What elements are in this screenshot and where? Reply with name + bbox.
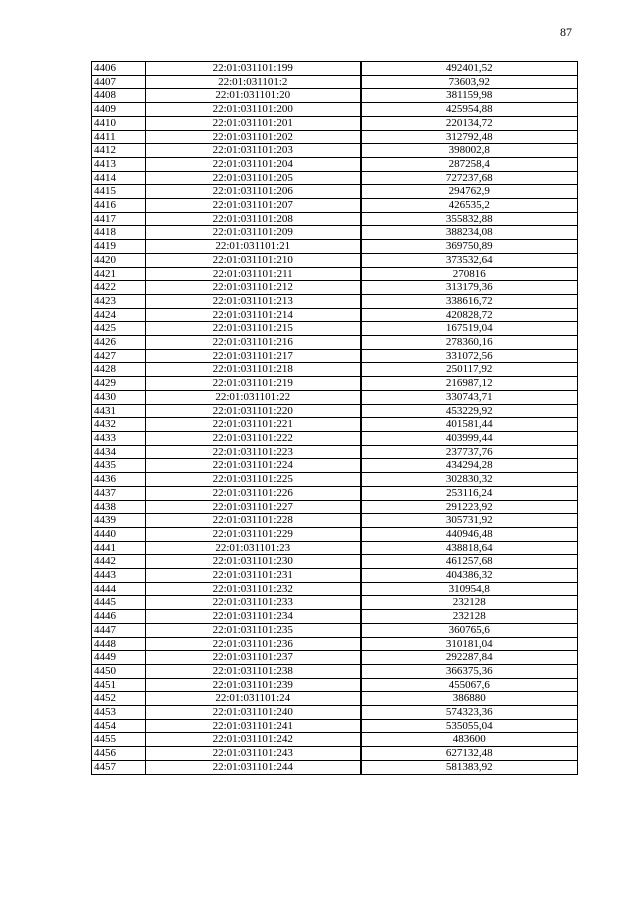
cadastral-number-cell: 22:01:031101:205 [146, 171, 361, 185]
table-row [92, 130, 578, 144]
cadastral-number-cell: 22:01:031101:208 [146, 212, 361, 226]
cadastral-value-cell: 250117,92 [361, 363, 578, 377]
cadastral-value-cell: 386880 [361, 692, 578, 706]
table-row [92, 733, 578, 747]
row-number-cell: 4426 [92, 336, 146, 350]
cadastral-value-cell: 381159,98 [361, 89, 578, 103]
table-row [92, 144, 578, 158]
row-number-cell: 4443 [92, 569, 146, 583]
row-number-cell: 4455 [92, 733, 146, 747]
cadastral-value-cell: 453229,92 [361, 404, 578, 418]
page-number: 87 [560, 25, 572, 39]
row-number-cell: 4412 [92, 144, 146, 158]
table-row [92, 226, 578, 240]
table-row [92, 390, 578, 404]
cadastral-number-cell: 22:01:031101:239 [146, 678, 361, 692]
cadastral-number-cell: 22:01:031101:227 [146, 500, 361, 514]
table-row [92, 610, 578, 624]
cadastral-value-cell: 220134,72 [361, 116, 578, 130]
table-row [92, 527, 578, 541]
cadastral-value-cell: 425954,88 [361, 103, 578, 117]
cadastral-value-cell: 237737,76 [361, 445, 578, 459]
row-number-cell: 4456 [92, 747, 146, 761]
row-number-cell: 4457 [92, 760, 146, 774]
cadastral-value-cell: 294762,9 [361, 185, 578, 199]
cadastral-number-cell: 22:01:031101:244 [146, 760, 361, 774]
row-number-cell: 4419 [92, 240, 146, 254]
table-row [92, 555, 578, 569]
table-row [92, 240, 578, 254]
cadastral-value-cell: 574323,36 [361, 706, 578, 720]
row-number-cell: 4442 [92, 555, 146, 569]
table-row [92, 459, 578, 473]
row-number-cell: 4444 [92, 582, 146, 596]
cadastral-value-cell: 434294,28 [361, 459, 578, 473]
cadastral-number-cell: 22:01:031101:210 [146, 253, 361, 267]
table-row [92, 569, 578, 583]
cadastral-value-cell: 366375,36 [361, 664, 578, 678]
cadastral-number-cell: 22:01:031101:243 [146, 747, 361, 761]
cadastral-value-cell: 627132,48 [361, 747, 578, 761]
cadastral-number-cell: 22:01:031101:216 [146, 336, 361, 350]
cadastral-number-cell: 22:01:031101:204 [146, 157, 361, 171]
cadastral-number-cell: 22:01:031101:206 [146, 185, 361, 199]
cadastral-number-cell: 22:01:031101:221 [146, 418, 361, 432]
cadastral-value-cell: 440946,48 [361, 527, 578, 541]
cadastral-value-cell: 292287,84 [361, 651, 578, 665]
cadastral-number-cell: 22:01:031101:225 [146, 473, 361, 487]
table-row [92, 431, 578, 445]
table-row [92, 253, 578, 267]
cadastral-value-table [91, 61, 578, 775]
cadastral-number-cell: 22:01:031101:215 [146, 322, 361, 336]
table-row [92, 445, 578, 459]
row-number-cell: 4425 [92, 322, 146, 336]
cadastral-number-cell: 22:01:031101:22 [146, 390, 361, 404]
cadastral-number-cell: 22:01:031101:220 [146, 404, 361, 418]
table-row [92, 116, 578, 130]
row-number-cell: 4416 [92, 199, 146, 213]
cadastral-number-cell: 22:01:031101:237 [146, 651, 361, 665]
cadastral-value-cell: 398002,8 [361, 144, 578, 158]
cadastral-number-cell: 22:01:031101:21 [146, 240, 361, 254]
cadastral-value-cell: 232128 [361, 596, 578, 610]
cadastral-value-cell: 331072,56 [361, 349, 578, 363]
table-row [92, 582, 578, 596]
row-number-cell: 4454 [92, 719, 146, 733]
table-body [92, 62, 578, 775]
table-row [92, 514, 578, 528]
row-number-cell: 4446 [92, 610, 146, 624]
row-number-cell: 4427 [92, 349, 146, 363]
row-number-cell: 4450 [92, 664, 146, 678]
cadastral-value-cell: 426535,2 [361, 199, 578, 213]
cadastral-number-cell: 22:01:031101:228 [146, 514, 361, 528]
row-number-cell: 4432 [92, 418, 146, 432]
cadastral-number-cell: 22:01:031101:238 [146, 664, 361, 678]
row-number-cell: 4413 [92, 157, 146, 171]
row-number-cell: 4422 [92, 281, 146, 295]
cadastral-value-cell: 305731,92 [361, 514, 578, 528]
cadastral-number-cell: 22:01:031101:219 [146, 377, 361, 391]
cadastral-number-cell: 22:01:031101:231 [146, 569, 361, 583]
table-row [92, 199, 578, 213]
row-number-cell: 4431 [92, 404, 146, 418]
cadastral-value-cell: 216987,12 [361, 377, 578, 391]
cadastral-number-cell: 22:01:031101:229 [146, 527, 361, 541]
table-row [92, 404, 578, 418]
cadastral-value-cell: 330743,71 [361, 390, 578, 404]
cadastral-number-cell: 22:01:031101:234 [146, 610, 361, 624]
cadastral-number-cell: 22:01:031101:240 [146, 706, 361, 720]
row-number-cell: 4430 [92, 390, 146, 404]
row-number-cell: 4449 [92, 651, 146, 665]
cadastral-value-cell: 581383,92 [361, 760, 578, 774]
cadastral-value-cell: 403999,44 [361, 431, 578, 445]
table-row [92, 294, 578, 308]
cadastral-number-cell: 22:01:031101:202 [146, 130, 361, 144]
table-row [92, 760, 578, 774]
cadastral-value-cell: 232128 [361, 610, 578, 624]
cadastral-number-cell: 22:01:031101:235 [146, 623, 361, 637]
row-number-cell: 4441 [92, 541, 146, 555]
cadastral-value-cell: 287258,4 [361, 157, 578, 171]
row-number-cell: 4423 [92, 294, 146, 308]
cadastral-value-cell: 455067,6 [361, 678, 578, 692]
cadastral-value-cell: 355832,88 [361, 212, 578, 226]
table-row [92, 500, 578, 514]
row-number-cell: 4428 [92, 363, 146, 377]
table-row [92, 267, 578, 281]
table-row [92, 637, 578, 651]
table-row [92, 541, 578, 555]
cadastral-value-cell: 73603,92 [361, 75, 578, 89]
table-row [92, 103, 578, 117]
row-number-cell: 4435 [92, 459, 146, 473]
table-row [92, 308, 578, 322]
cadastral-number-cell: 22:01:031101:226 [146, 486, 361, 500]
cadastral-value-cell: 369750,89 [361, 240, 578, 254]
cadastral-number-cell: 22:01:031101:200 [146, 103, 361, 117]
row-number-cell: 4437 [92, 486, 146, 500]
cadastral-value-cell: 535055,04 [361, 719, 578, 733]
row-number-cell: 4417 [92, 212, 146, 226]
row-number-cell: 4414 [92, 171, 146, 185]
row-number-cell: 4418 [92, 226, 146, 240]
row-number-cell: 4451 [92, 678, 146, 692]
cadastral-value-cell: 310954,8 [361, 582, 578, 596]
table-row [92, 336, 578, 350]
row-number-cell: 4439 [92, 514, 146, 528]
row-number-cell: 4415 [92, 185, 146, 199]
cadastral-number-cell: 22:01:031101:236 [146, 637, 361, 651]
table-row [92, 363, 578, 377]
table-row [92, 692, 578, 706]
row-number-cell: 4453 [92, 706, 146, 720]
cadastral-number-cell: 22:01:031101:23 [146, 541, 361, 555]
table-row [92, 171, 578, 185]
table-row [92, 719, 578, 733]
cadastral-value-cell: 167519,04 [361, 322, 578, 336]
table-row [92, 185, 578, 199]
table-row [92, 377, 578, 391]
table-row [92, 623, 578, 637]
cadastral-value-cell: 438818,64 [361, 541, 578, 555]
row-number-cell: 4424 [92, 308, 146, 322]
row-number-cell: 4436 [92, 473, 146, 487]
cadastral-value-cell: 278360,16 [361, 336, 578, 350]
row-number-cell: 4421 [92, 267, 146, 281]
cadastral-number-cell: 22:01:031101:201 [146, 116, 361, 130]
cadastral-value-cell: 338616,72 [361, 294, 578, 308]
row-number-cell: 4429 [92, 377, 146, 391]
cadastral-number-cell: 22:01:031101:207 [146, 199, 361, 213]
row-number-cell: 4445 [92, 596, 146, 610]
table-row [92, 486, 578, 500]
cadastral-value-cell: 461257,68 [361, 555, 578, 569]
table-row [92, 678, 578, 692]
cadastral-number-cell: 22:01:031101:232 [146, 582, 361, 596]
row-number-cell: 4440 [92, 527, 146, 541]
cadastral-number-cell: 22:01:031101:20 [146, 89, 361, 103]
cadastral-number-cell: 22:01:031101:233 [146, 596, 361, 610]
cadastral-value-cell: 312792,48 [361, 130, 578, 144]
cadastral-value-cell: 727237,68 [361, 171, 578, 185]
table-row [92, 473, 578, 487]
row-number-cell: 4411 [92, 130, 146, 144]
cadastral-number-cell: 22:01:031101:211 [146, 267, 361, 281]
cadastral-number-cell: 22:01:031101:241 [146, 719, 361, 733]
cadastral-value-cell: 388234,08 [361, 226, 578, 240]
table-row [92, 747, 578, 761]
table-row [92, 651, 578, 665]
cadastral-value-cell: 253116,24 [361, 486, 578, 500]
cadastral-number-cell: 22:01:031101:223 [146, 445, 361, 459]
cadastral-value-cell: 420828,72 [361, 308, 578, 322]
cadastral-value-cell: 404386,32 [361, 569, 578, 583]
row-number-cell: 4409 [92, 103, 146, 117]
cadastral-value-cell: 302830,32 [361, 473, 578, 487]
cadastral-number-cell: 22:01:031101:213 [146, 294, 361, 308]
row-number-cell: 4410 [92, 116, 146, 130]
cadastral-value-cell: 373532,64 [361, 253, 578, 267]
cadastral-number-cell: 22:01:031101:203 [146, 144, 361, 158]
table-row [92, 322, 578, 336]
table-row [92, 418, 578, 432]
table-row [92, 62, 578, 76]
row-number-cell: 4406 [92, 62, 146, 76]
table-row [92, 89, 578, 103]
cadastral-number-cell: 22:01:031101:242 [146, 733, 361, 747]
cadastral-number-cell: 22:01:031101:2 [146, 75, 361, 89]
cadastral-number-cell: 22:01:031101:217 [146, 349, 361, 363]
row-number-cell: 4420 [92, 253, 146, 267]
cadastral-value-cell: 492401,52 [361, 62, 578, 76]
cadastral-value-cell: 313179,36 [361, 281, 578, 295]
cadastral-value-cell: 310181,04 [361, 637, 578, 651]
cadastral-number-cell: 22:01:031101:24 [146, 692, 361, 706]
cadastral-number-cell: 22:01:031101:218 [146, 363, 361, 377]
row-number-cell: 4447 [92, 623, 146, 637]
table-row [92, 349, 578, 363]
table-row [92, 75, 578, 89]
table-row [92, 157, 578, 171]
cadastral-number-cell: 22:01:031101:199 [146, 62, 361, 76]
row-number-cell: 4434 [92, 445, 146, 459]
cadastral-number-cell: 22:01:031101:222 [146, 431, 361, 445]
cadastral-number-cell: 22:01:031101:214 [146, 308, 361, 322]
row-number-cell: 4407 [92, 75, 146, 89]
table-row [92, 596, 578, 610]
cadastral-value-cell: 360765,6 [361, 623, 578, 637]
cadastral-number-cell: 22:01:031101:224 [146, 459, 361, 473]
cadastral-value-cell: 291223,92 [361, 500, 578, 514]
cadastral-value-cell: 401581,44 [361, 418, 578, 432]
cadastral-number-cell: 22:01:031101:230 [146, 555, 361, 569]
row-number-cell: 4452 [92, 692, 146, 706]
cadastral-value-cell: 270816 [361, 267, 578, 281]
cadastral-number-cell: 22:01:031101:212 [146, 281, 361, 295]
table-row [92, 664, 578, 678]
table-row [92, 281, 578, 295]
row-number-cell: 4438 [92, 500, 146, 514]
row-number-cell: 4433 [92, 431, 146, 445]
cadastral-value-cell: 483600 [361, 733, 578, 747]
row-number-cell: 4448 [92, 637, 146, 651]
row-number-cell: 4408 [92, 89, 146, 103]
table-row [92, 212, 578, 226]
cadastral-number-cell: 22:01:031101:209 [146, 226, 361, 240]
table-row [92, 706, 578, 720]
